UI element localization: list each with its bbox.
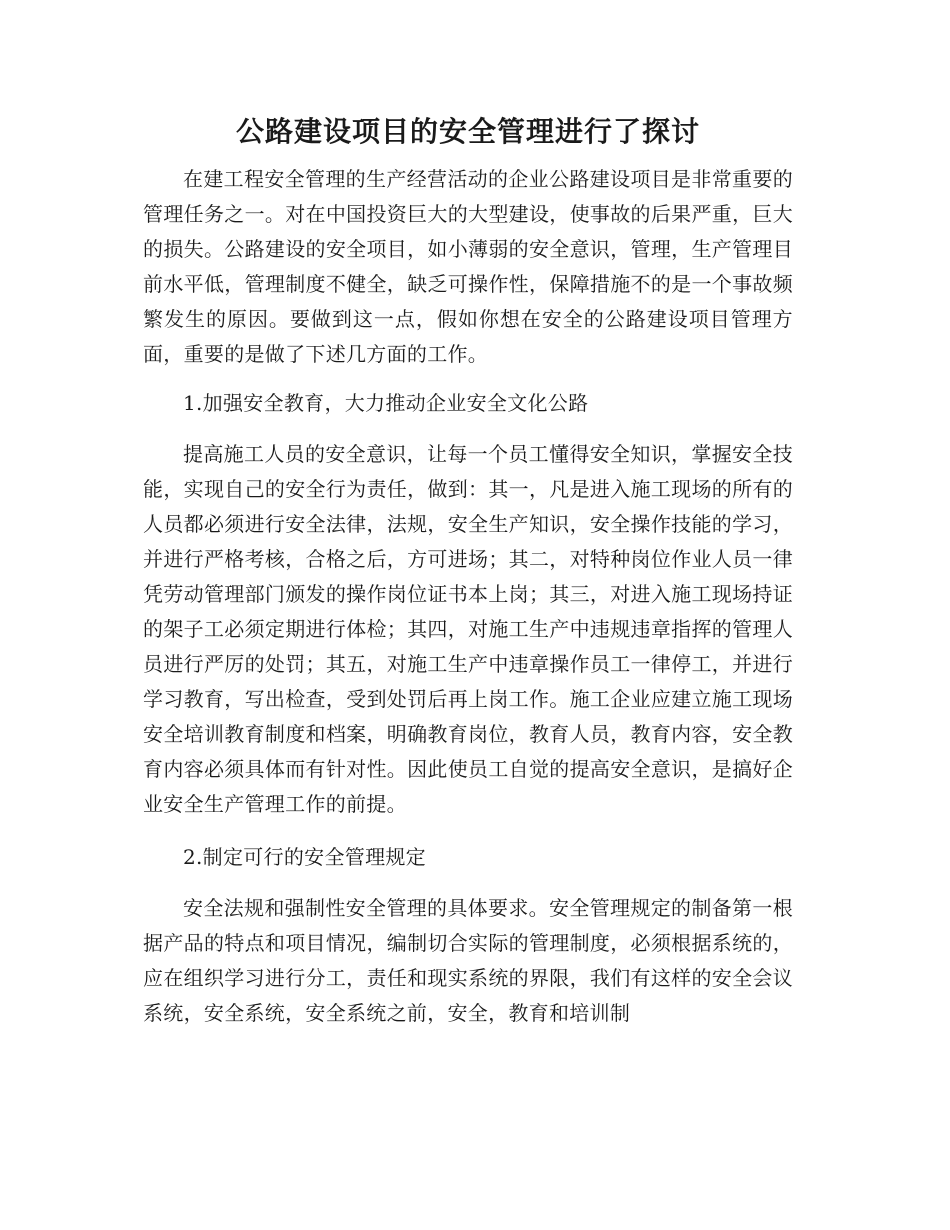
section-2-heading: 2.制定可行的安全管理规定 bbox=[183, 845, 426, 869]
section-1-paragraph: 提高施工人员的安全意识，让每一个员工懂得安全知识，掌握安全技能，实现自己的安全行为责任，做到：其一，凡是进入施工现场的所有的人员都必须进行安全法律，法规，安全生产知识，安全操作技能的学习，并进行严格考核，合格之后，方可进场；其二，对特种岗位作业人员一律凭劳动管理部门颁发的操作岗位证书本上岗；其三，对进入施工现场持证的架子工必须定期进行体检；其四，对施工生产中违规违章指挥的管理人员进行严厉的处罚；其五，对施工生产中违章操作员工一律停工，并进行学习教育，写出检查，受到处罚后再上岗工作。施工企业应建立施工现场安全培训教育制度和档案，明确教育岗位，教育人员，教育内容，安全教育内容必须具体而有针对性。因此使员工自觉的提高安全意识，是搞好企业安全生产管理工作的前提。 bbox=[143, 442, 793, 816]
intro-paragraph: 在建工程安全管理的生产经营活动的企业公路建设项目是非常重要的管理任务之一。对在中国投资巨大的大型建设，使事故的后果严重，巨大的损失。公路建设的安全项目，如小薄弱的安全意识，管理，生产管理目前水平低，管理制度不健全，缺乏可操作性，保障措施不的是一个事故频繁发生的原因。要做到这一点，假如你想在安全的公路建设项目管理方面，重要的是做了下述几方面的工作。 bbox=[143, 167, 793, 366]
section-1-heading: 1.加强安全教育，大力推动企业安全文化公路 bbox=[183, 391, 589, 415]
document-title: 公路建设项目的安全管理进行了探讨 bbox=[235, 115, 700, 148]
document-page bbox=[143, 108, 793, 1049]
section-2-paragraph: 安全法规和强制性安全管理的具体要求。安全管理规定的制备第一根据产品的特点和项目情况，编制切合实际的管理制度，必须根据系统的，应在组织学习进行分工，责任和现实系统的界限，我们有这样的安全会议系统，安全系统，安全系统之前，安全，教育和培训制 bbox=[143, 896, 793, 1025]
